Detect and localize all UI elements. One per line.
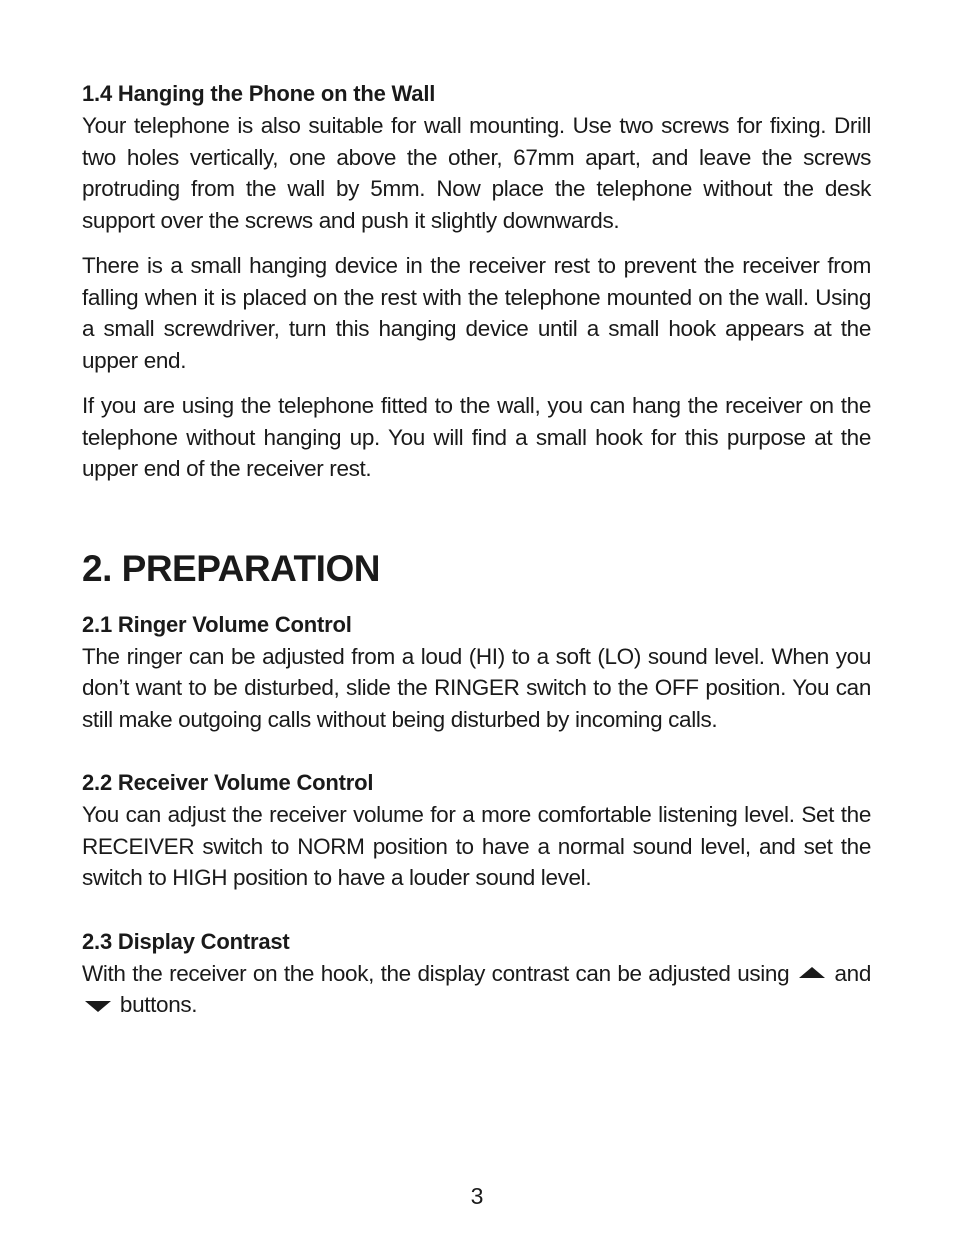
document-page [82,78,871,1021]
paragraph-wall-mounting: Your telephone is also suitable for wall mounting. Use two screws for fixing. Drill two holes vertically, one above the other, 67mm apart, and leave the screws protruding from the wall by 5mm. Now place the telephone without the desk support over the screws and push it slightly downwards. [82,113,871,233]
down-triangle-icon [85,1001,111,1012]
section-heading-2-2: 2.2 Receiver Volume Control [82,770,374,795]
paragraph-ringer-volume: The ringer can be adjusted from a loud (HI) to a soft (LO) sound level. When you don’t want to be disturbed, slide the RINGER switch to the OFF position. You can still make outgoing calls without being disturbed by incoming calls. [82,643,871,732]
up-triangle-icon [799,967,825,978]
paragraph-receiver-hook: If you are using the telephone fitted to the wall, you can hang the receiver on the telephone without hanging up. You will find a small hook for this purpose at the upper end of the receiver rest. [82,393,871,481]
chapter-title-preparation: 2. PREPARATION [82,547,380,589]
section-heading-1-4: 1.4 Hanging the Phone on the Wall [82,81,436,106]
contrast-text-and: and [834,960,871,986]
contrast-text-start: With the receiver on the hook, the display contrast can be adjusted using [82,960,790,986]
contrast-text-end: buttons. [119,992,198,1017]
paragraph-hanging-device: There is a small hanging device in the receiver rest to prevent the receiver from falling when it is placed on the rest with the telephone mounted on the wall. Using a small screwdriver, turn this hanging device until a small hook appears at the upper end. [82,253,871,373]
section-heading-2-1: 2.1 Ringer Volume Control [82,611,352,637]
paragraph-display-contrast [82,958,871,1021]
section-heading-2-3: 2.3 Display Contrast [82,928,290,954]
page-number: 3 [470,1183,484,1209]
paragraph-receiver-volume: You can adjust the receiver volume for a more comfortable listening level. Set the RECEIVER switch to NORM position to have a normal sound level, and set the switch to HIGH position to have a louder sound level. [82,802,871,890]
